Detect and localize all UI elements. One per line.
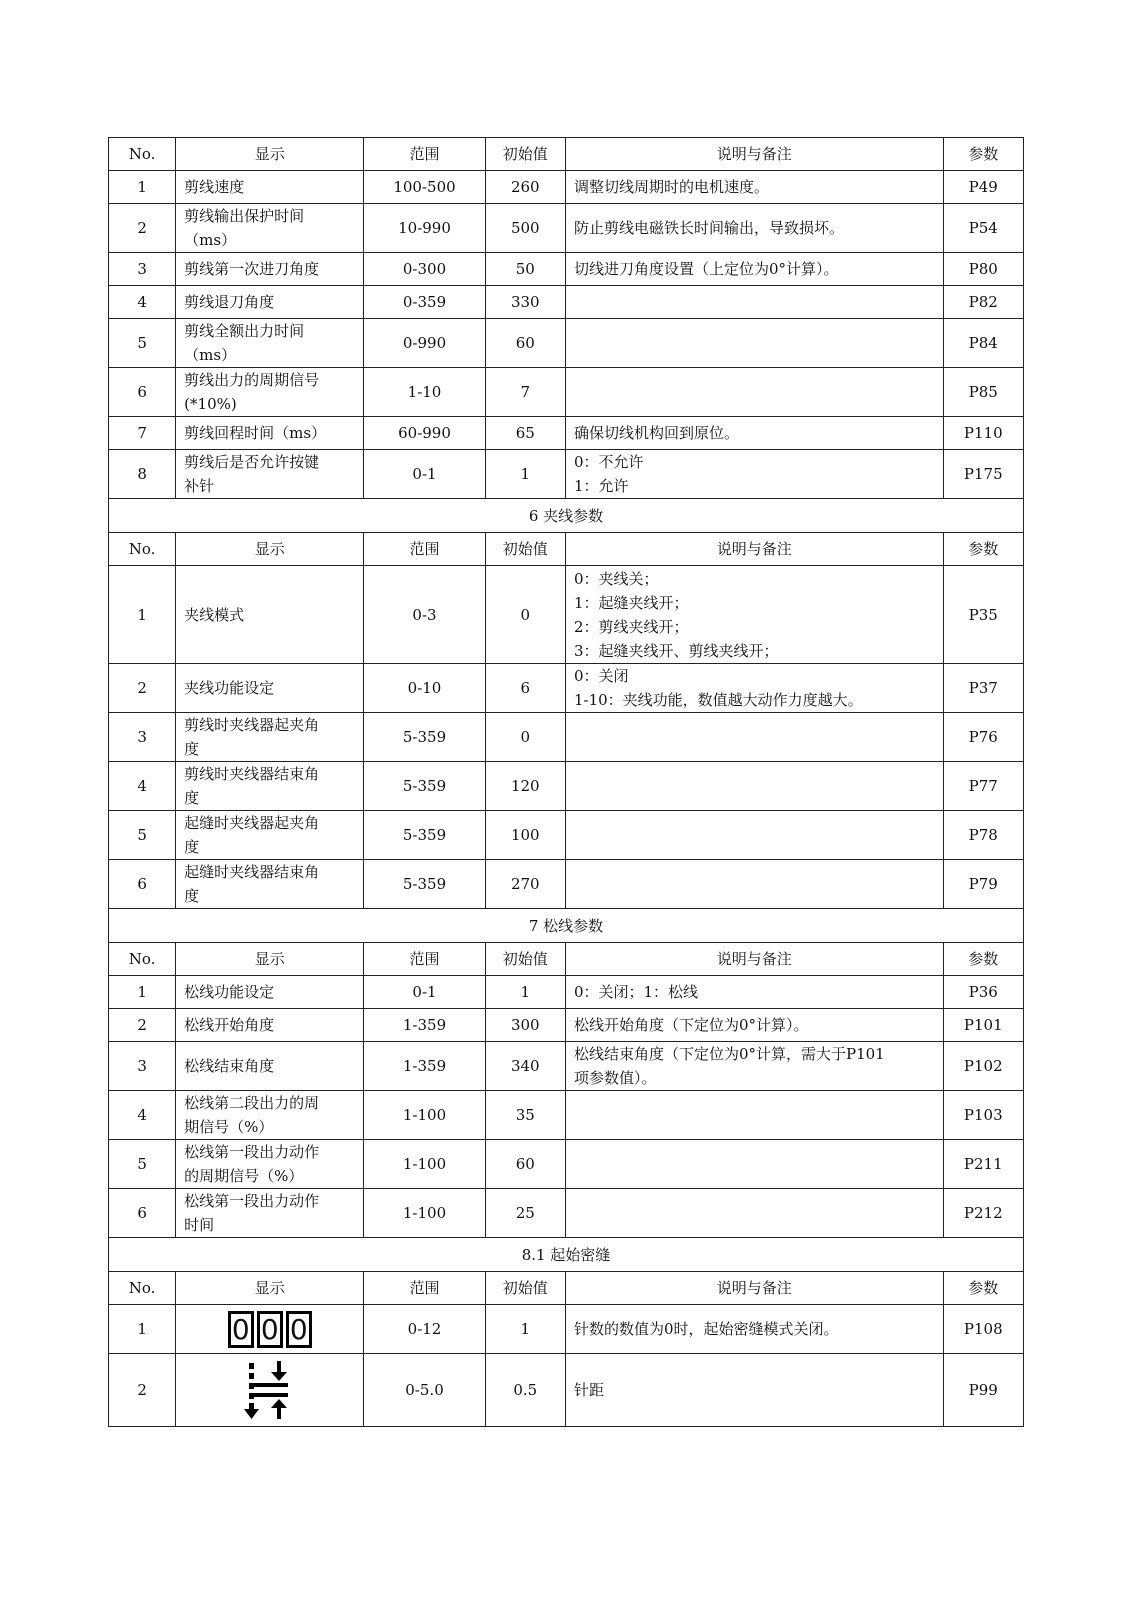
note-line: 1-10：夹线功能，数值越大动作力度越大。 bbox=[573, 691, 863, 709]
display-line: 起缝时夹线器结束角 bbox=[184, 863, 320, 881]
cell-initial: 6 bbox=[485, 664, 565, 713]
cell-notes bbox=[565, 566, 943, 664]
cell-range: 1-100 bbox=[364, 1091, 485, 1140]
cell-no: 7 bbox=[109, 417, 176, 450]
display-line: 剪线回程时间（ms） bbox=[184, 424, 327, 442]
note-line: 3：起缝夹线开、剪线夹线开； bbox=[573, 641, 779, 660]
cell-range: 100-500 bbox=[364, 171, 485, 204]
cell-initial: 500 bbox=[485, 204, 565, 253]
cell-range: 5-359 bbox=[364, 762, 485, 811]
digit-box: 0 bbox=[257, 1311, 283, 1348]
cell-no: 4 bbox=[109, 286, 176, 319]
note-line: 确保切线机构回到原位。 bbox=[573, 424, 739, 442]
cell-notes bbox=[565, 976, 943, 1009]
header-param: 参数 bbox=[943, 533, 1023, 566]
section-title: 8.1 起始密缝 bbox=[109, 1238, 1024, 1272]
display-line: (*10%) bbox=[184, 395, 237, 413]
cell-no: 1 bbox=[109, 976, 176, 1009]
display-line: 度 bbox=[184, 887, 200, 905]
section-row bbox=[109, 1238, 1024, 1272]
note-line: 0：不允许 bbox=[573, 453, 644, 471]
header-row bbox=[109, 138, 1024, 171]
table-row bbox=[109, 368, 1024, 417]
display-line: 剪线速度 bbox=[184, 178, 245, 196]
display-line: 的周期信号（%） bbox=[184, 1167, 304, 1185]
cell-no: 6 bbox=[109, 368, 176, 417]
cell-range: 0-12 bbox=[364, 1305, 485, 1354]
cell-param: P76 bbox=[943, 713, 1023, 762]
cell-initial: 120 bbox=[485, 762, 565, 811]
cell-display bbox=[176, 417, 364, 450]
display-line: 剪线时夹线器结束角 bbox=[184, 765, 320, 783]
cell-no: 2 bbox=[109, 204, 176, 253]
cell-param: P212 bbox=[943, 1189, 1023, 1238]
note-line: 松线开始角度（下定位为0°计算）。 bbox=[573, 1016, 809, 1034]
cell-notes bbox=[565, 253, 943, 286]
table-row bbox=[109, 319, 1024, 368]
header-param: 参数 bbox=[943, 1272, 1023, 1305]
cell-range: 0-1 bbox=[364, 450, 485, 499]
cell-notes bbox=[565, 286, 943, 319]
cell-initial: 7 bbox=[485, 368, 565, 417]
note-line: 调整切线周期时的电机速度。 bbox=[573, 178, 769, 196]
cell-param: P103 bbox=[943, 1091, 1023, 1140]
header-initial: 初始值 bbox=[485, 138, 565, 171]
display-line: 剪线全额出力时间 bbox=[184, 322, 305, 340]
cell-initial: 50 bbox=[485, 253, 565, 286]
cell-no: 3 bbox=[109, 713, 176, 762]
cell-param: P99 bbox=[943, 1354, 1023, 1427]
cell-display bbox=[176, 450, 364, 499]
table-row bbox=[109, 253, 1024, 286]
cell-initial: 1 bbox=[485, 450, 565, 499]
cell-display bbox=[176, 319, 364, 368]
display-line: 度 bbox=[184, 740, 200, 758]
header-range: 范围 bbox=[364, 138, 485, 171]
table-row bbox=[109, 204, 1024, 253]
header-no: No. bbox=[109, 943, 176, 976]
cell-param: P102 bbox=[943, 1042, 1023, 1091]
cell-param: P85 bbox=[943, 368, 1023, 417]
cell-range: 0-300 bbox=[364, 253, 485, 286]
cell-initial: 330 bbox=[485, 286, 565, 319]
cell-display bbox=[176, 811, 364, 860]
table-row bbox=[109, 171, 1024, 204]
cell-initial: 340 bbox=[485, 1042, 565, 1091]
display-line: 松线功能设定 bbox=[184, 983, 275, 1001]
cell-notes bbox=[565, 204, 943, 253]
section-row bbox=[109, 909, 1024, 943]
note-line: 针数的数值为0时，起始密缝模式关闭。 bbox=[573, 1320, 839, 1338]
display-line: 剪线输出保护时间 bbox=[184, 207, 305, 225]
display-line: 度 bbox=[184, 789, 200, 807]
cell-display bbox=[176, 368, 364, 417]
table-row bbox=[109, 450, 1024, 499]
note-line: 0：关闭；1：松线 bbox=[573, 983, 699, 1001]
cell-display bbox=[176, 1009, 364, 1042]
cell-param: P101 bbox=[943, 1009, 1023, 1042]
note-line: 松线结束角度（下定位为0°计算，需大于P101 bbox=[573, 1045, 885, 1063]
header-range: 范围 bbox=[364, 943, 485, 976]
header-range: 范围 bbox=[364, 533, 485, 566]
header-row bbox=[109, 533, 1024, 566]
note-line: 0：关闭 bbox=[573, 667, 629, 685]
cell-notes bbox=[565, 713, 943, 762]
cell-display bbox=[176, 204, 364, 253]
note-line: 项参数值）。 bbox=[573, 1069, 657, 1087]
table-row bbox=[109, 713, 1024, 762]
table-row bbox=[109, 1009, 1024, 1042]
cell-range: 1-100 bbox=[364, 1140, 485, 1189]
cell-range: 1-100 bbox=[364, 1189, 485, 1238]
header-row bbox=[109, 943, 1024, 976]
header-initial: 初始值 bbox=[485, 1272, 565, 1305]
stitch-length-icon bbox=[240, 1359, 300, 1421]
cell-no: 5 bbox=[109, 319, 176, 368]
header-row bbox=[109, 1272, 1024, 1305]
display-line: 松线第二段出力的周 bbox=[184, 1094, 320, 1112]
cell-param: P54 bbox=[943, 204, 1023, 253]
cell-notes bbox=[565, 1305, 943, 1354]
header-initial: 初始值 bbox=[485, 943, 565, 976]
header-display: 显示 bbox=[176, 138, 364, 171]
cell-initial: 300 bbox=[485, 1009, 565, 1042]
cell-display bbox=[176, 1042, 364, 1091]
cell-notes bbox=[565, 762, 943, 811]
cell-display bbox=[176, 1189, 364, 1238]
cell-param: P37 bbox=[943, 664, 1023, 713]
cell-initial: 100 bbox=[485, 811, 565, 860]
cell-initial: 60 bbox=[485, 1140, 565, 1189]
note-line: 1：起缝夹线开； bbox=[573, 593, 689, 612]
table-row bbox=[109, 1354, 1024, 1427]
cell-range: 0-1 bbox=[364, 976, 485, 1009]
display-line: 剪线退刀角度 bbox=[184, 293, 275, 311]
cell-notes bbox=[565, 1091, 943, 1140]
header-range: 范围 bbox=[364, 1272, 485, 1305]
display-line: 起缝时夹线器起夹角 bbox=[184, 814, 320, 832]
cell-range: 5-359 bbox=[364, 811, 485, 860]
digit-box: 0 bbox=[228, 1311, 254, 1348]
cell-no: 3 bbox=[109, 1042, 176, 1091]
cell-param: P110 bbox=[943, 417, 1023, 450]
display-line: 度 bbox=[184, 838, 200, 856]
cell-no: 2 bbox=[109, 1354, 176, 1427]
cell-param: P211 bbox=[943, 1140, 1023, 1189]
cell-range: 10-990 bbox=[364, 204, 485, 253]
section-title: 7 松线参数 bbox=[109, 909, 1024, 943]
cell-notes bbox=[565, 1009, 943, 1042]
cell-display bbox=[176, 976, 364, 1009]
cell-notes bbox=[565, 811, 943, 860]
cell-initial: 1 bbox=[485, 1305, 565, 1354]
cell-notes bbox=[565, 417, 943, 450]
display-line: 时间 bbox=[184, 1216, 215, 1234]
cell-param: P77 bbox=[943, 762, 1023, 811]
cell-range: 0-3 bbox=[364, 566, 485, 664]
cell-param: P82 bbox=[943, 286, 1023, 319]
cell-display bbox=[176, 566, 364, 664]
cell-param: P36 bbox=[943, 976, 1023, 1009]
cell-notes bbox=[565, 860, 943, 909]
display-line: 松线第一段出力动作 bbox=[184, 1192, 320, 1210]
cell-no: 2 bbox=[109, 1009, 176, 1042]
header-initial: 初始值 bbox=[485, 533, 565, 566]
cell-no: 4 bbox=[109, 762, 176, 811]
display-line: 松线结束角度 bbox=[184, 1057, 275, 1075]
header-param: 参数 bbox=[943, 943, 1023, 976]
digit-display bbox=[228, 1311, 312, 1348]
cell-param: P35 bbox=[943, 566, 1023, 664]
cell-notes bbox=[565, 664, 943, 713]
cell-no: 6 bbox=[109, 1189, 176, 1238]
table-row bbox=[109, 1091, 1024, 1140]
digit-box: 0 bbox=[286, 1311, 312, 1348]
cell-range: 1-359 bbox=[364, 1042, 485, 1091]
cell-range: 0-990 bbox=[364, 319, 485, 368]
cell-notes bbox=[565, 1189, 943, 1238]
cell-notes bbox=[565, 1354, 943, 1427]
cell-initial: 25 bbox=[485, 1189, 565, 1238]
cell-initial: 60 bbox=[485, 319, 565, 368]
display-line: 松线开始角度 bbox=[184, 1016, 275, 1034]
cell-param: P80 bbox=[943, 253, 1023, 286]
cell-display bbox=[176, 713, 364, 762]
cell-range: 1-359 bbox=[364, 1009, 485, 1042]
cell-display bbox=[176, 1305, 364, 1354]
cell-initial: 270 bbox=[485, 860, 565, 909]
cell-range: 5-359 bbox=[364, 713, 485, 762]
table-row bbox=[109, 811, 1024, 860]
note-line: 切线进刀角度设置（上定位为0°计算）。 bbox=[573, 260, 839, 278]
header-no: No. bbox=[109, 138, 176, 171]
display-line: 剪线第一次进刀角度 bbox=[184, 260, 320, 278]
cell-no: 8 bbox=[109, 450, 176, 499]
display-line: （ms） bbox=[184, 231, 237, 249]
cell-no: 3 bbox=[109, 253, 176, 286]
cell-param: P79 bbox=[943, 860, 1023, 909]
cell-initial: 0 bbox=[485, 713, 565, 762]
cell-param: P175 bbox=[943, 450, 1023, 499]
table-row bbox=[109, 566, 1024, 664]
cell-notes bbox=[565, 450, 943, 499]
cell-no: 5 bbox=[109, 811, 176, 860]
display-line: 剪线后是否允许按键 bbox=[184, 453, 320, 471]
cell-display bbox=[176, 1140, 364, 1189]
header-notes: 说明与备注 bbox=[565, 943, 943, 976]
table-row bbox=[109, 417, 1024, 450]
table-row bbox=[109, 1189, 1024, 1238]
display-line: 松线第一段出力动作 bbox=[184, 1143, 320, 1161]
note-line: 0：夹线关； bbox=[573, 569, 659, 588]
cell-notes bbox=[565, 1140, 943, 1189]
header-notes: 说明与备注 bbox=[565, 1272, 943, 1305]
section-title: 6 夹线参数 bbox=[109, 499, 1024, 533]
cell-initial: 1 bbox=[485, 976, 565, 1009]
cell-param: P108 bbox=[943, 1305, 1023, 1354]
note-line: 2：剪线夹线开； bbox=[573, 617, 689, 636]
cell-param: P84 bbox=[943, 319, 1023, 368]
cell-initial: 0.5 bbox=[485, 1354, 565, 1427]
cell-notes bbox=[565, 319, 943, 368]
display-line: 剪线时夹线器起夹角 bbox=[184, 716, 320, 734]
cell-no: 1 bbox=[109, 566, 176, 664]
cell-range: 1-10 bbox=[364, 368, 485, 417]
cell-display bbox=[176, 286, 364, 319]
cell-range: 0-5.0 bbox=[364, 1354, 485, 1427]
cell-display bbox=[176, 762, 364, 811]
table-row bbox=[109, 762, 1024, 811]
table-row bbox=[109, 1305, 1024, 1354]
header-display: 显示 bbox=[176, 943, 364, 976]
cell-display bbox=[176, 664, 364, 713]
cell-notes bbox=[565, 1042, 943, 1091]
header-notes: 说明与备注 bbox=[565, 138, 943, 171]
cell-initial: 65 bbox=[485, 417, 565, 450]
header-display: 显示 bbox=[176, 1272, 364, 1305]
table-row bbox=[109, 664, 1024, 713]
note-line: 防止剪线电磁铁长时间输出，导致损坏。 bbox=[573, 219, 844, 237]
note-line: 1：允许 bbox=[573, 477, 629, 495]
cell-notes bbox=[565, 171, 943, 204]
cell-range: 0-10 bbox=[364, 664, 485, 713]
cell-range: 5-359 bbox=[364, 860, 485, 909]
cell-param: P49 bbox=[943, 171, 1023, 204]
header-display: 显示 bbox=[176, 533, 364, 566]
display-line: 夹线功能设定 bbox=[184, 679, 275, 697]
cell-display bbox=[176, 1091, 364, 1140]
header-no: No. bbox=[109, 1272, 176, 1305]
note-line: 针距 bbox=[573, 1381, 604, 1399]
table-row bbox=[109, 286, 1024, 319]
cell-display bbox=[176, 253, 364, 286]
cell-display bbox=[176, 860, 364, 909]
table-row bbox=[109, 860, 1024, 909]
header-notes: 说明与备注 bbox=[565, 533, 943, 566]
cell-initial: 0 bbox=[485, 566, 565, 664]
cell-no: 5 bbox=[109, 1140, 176, 1189]
table-row bbox=[109, 1042, 1024, 1091]
table-row bbox=[109, 976, 1024, 1009]
display-line: 剪线出力的周期信号 bbox=[184, 371, 320, 389]
cell-range: 0-359 bbox=[364, 286, 485, 319]
header-no: No. bbox=[109, 533, 176, 566]
cell-display bbox=[176, 1354, 364, 1427]
header-param: 参数 bbox=[943, 138, 1023, 171]
cell-initial: 260 bbox=[485, 171, 565, 204]
display-line: 夹线模式 bbox=[184, 605, 245, 624]
cell-no: 2 bbox=[109, 664, 176, 713]
display-line: （ms） bbox=[184, 346, 237, 364]
parameter-table bbox=[108, 137, 1024, 1427]
section-row bbox=[109, 499, 1024, 533]
cell-no: 1 bbox=[109, 171, 176, 204]
display-line: 期信号（%） bbox=[184, 1118, 274, 1136]
display-line: 补针 bbox=[184, 477, 215, 495]
cell-no: 1 bbox=[109, 1305, 176, 1354]
cell-no: 4 bbox=[109, 1091, 176, 1140]
cell-initial: 35 bbox=[485, 1091, 565, 1140]
table-row bbox=[109, 1140, 1024, 1189]
cell-range: 60-990 bbox=[364, 417, 485, 450]
cell-param: P78 bbox=[943, 811, 1023, 860]
cell-notes bbox=[565, 368, 943, 417]
cell-display bbox=[176, 171, 364, 204]
cell-no: 6 bbox=[109, 860, 176, 909]
